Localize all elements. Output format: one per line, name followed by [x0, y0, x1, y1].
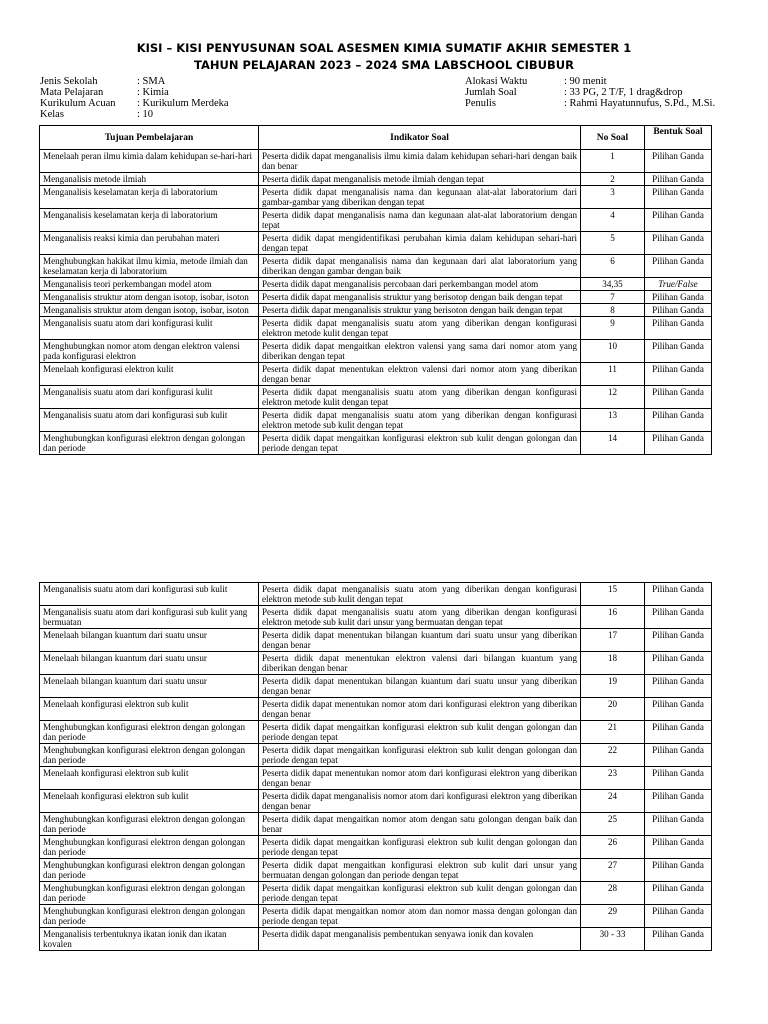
no-soal-cell: 7 — [581, 291, 645, 304]
meta-label: Alokasi Waktu — [465, 76, 528, 87]
table-row — [40, 882, 712, 905]
tujuan-cell: Menganalisis reaksi kimia dan perubahan materi — [40, 232, 259, 255]
table-row — [40, 606, 712, 629]
tujuan-cell: Menghubungkan konfigurasi elektron dengan golongan dan periode — [40, 432, 259, 455]
no-soal-cell: 24 — [581, 790, 645, 813]
table-row — [40, 721, 712, 744]
bentuk-soal-cell: Pilihan Ganda — [645, 583, 712, 606]
no-soal-cell: 4 — [581, 209, 645, 232]
no-soal-cell: 3 — [581, 186, 645, 209]
tujuan-cell: Menelaah konfigurasi elektron sub kulit — [40, 767, 259, 790]
meta-row — [465, 98, 715, 109]
indikator-cell: Peserta didik dapat menentukan bilangan kuantum dari suatu unsur yang diberikan dengan benar — [259, 629, 581, 652]
bentuk-soal-cell: Pilihan Ganda — [645, 675, 712, 698]
meta-row — [40, 98, 229, 109]
tujuan-cell: Menganalisis suatu atom dari konfigurasi sub kulit — [40, 583, 259, 606]
bentuk-soal-cell: Pilihan Ganda — [645, 173, 712, 186]
no-soal-cell: 34,35 — [581, 278, 645, 291]
table-row — [40, 255, 712, 278]
table-row — [40, 304, 712, 317]
meta-value: : Kimia — [137, 87, 169, 98]
meta-label: Kelas — [40, 109, 64, 120]
no-soal-cell: 21 — [581, 721, 645, 744]
bentuk-soal-cell: Pilihan Ganda — [645, 698, 712, 721]
indikator-cell: Peserta didik dapat menganalisis nama dan kegunaan alat-alat laboratorium dari gambar-gambar yang diberikan dengan tepat — [259, 186, 581, 209]
table-row — [40, 698, 712, 721]
indikator-cell: Peserta didik dapat menganalisis metode ilmiah dengan tepat — [259, 173, 581, 186]
tujuan-cell: Menganalisis keselamatan kerja di laboratorium — [40, 186, 259, 209]
tujuan-cell: Menghubungkan hakikat ilmu kimia, metode ilmiah dan keselamatan kerja di laboratorium — [40, 255, 259, 278]
meta-label: Mata Pelajaran — [40, 87, 104, 98]
kisi-table-page2 — [39, 582, 712, 951]
meta-row — [465, 87, 715, 98]
bentuk-soal-cell: Pilihan Ganda — [645, 813, 712, 836]
table-row — [40, 386, 712, 409]
meta-value: : Kurikulum Merdeka — [137, 98, 229, 109]
tujuan-cell: Menelaah konfigurasi elektron sub kulit — [40, 698, 259, 721]
no-soal-cell: 8 — [581, 304, 645, 317]
table-row — [40, 340, 712, 363]
no-soal-cell: 27 — [581, 859, 645, 882]
meta-info-left — [40, 76, 229, 120]
no-soal-cell: 16 — [581, 606, 645, 629]
no-soal-cell: 13 — [581, 409, 645, 432]
table-row — [40, 209, 712, 232]
table-row — [40, 291, 712, 304]
table-row — [40, 905, 712, 928]
bentuk-soal-cell: Pilihan Ganda — [645, 291, 712, 304]
meta-value: : 10 — [137, 109, 154, 120]
indikator-cell: Peserta didik dapat mengidentifikasi perubahan kimia dalam kehidupan sehari-hari dengan tepat — [259, 232, 581, 255]
tujuan-cell: Menelaah bilangan kuantum dari suatu unsur — [40, 629, 259, 652]
table-row — [40, 767, 712, 790]
meta-label: Jenis Sekolah — [40, 76, 98, 87]
indikator-cell: Peserta didik dapat mengaitkan konfigurasi elektron sub kulit dengan golongan dan periode dengan tepat — [259, 432, 581, 455]
table-row — [40, 150, 712, 173]
meta-row — [40, 76, 229, 87]
tujuan-cell: Menghubungkan konfigurasi elektron dengan golongan dan periode — [40, 721, 259, 744]
bentuk-soal-cell: Pilihan Ganda — [645, 790, 712, 813]
table-row — [40, 836, 712, 859]
bentuk-soal-cell: Pilihan Ganda — [645, 882, 712, 905]
tujuan-cell: Menganalisis metode ilmiah — [40, 173, 259, 186]
col-header-bentuk-soal: Bentuk Soal — [645, 126, 712, 150]
indikator-cell: Peserta didik dapat menganalisis nama dan kegunaan dari alat laboratorium yang diberikan dengan gambar dengan baik — [259, 255, 581, 278]
indikator-cell: Peserta didik dapat menganalisis nama dan kegunaan alat-alat laboratorium dengan tepat — [259, 209, 581, 232]
indikator-cell: Peserta didik dapat menganalisis suatu atom yang diberikan dengan konfigurasi elektron metode sub kulit dengan tepat — [259, 409, 581, 432]
no-soal-cell: 20 — [581, 698, 645, 721]
indikator-cell: Peserta didik dapat mengaitkan konfigurasi elektron sub kulit dengan golongan dan periode dengan tepat — [259, 744, 581, 767]
tujuan-cell: Menganalisis suatu atom dari konfigurasi kulit — [40, 386, 259, 409]
no-soal-cell: 2 — [581, 173, 645, 186]
document-title-line1: KISI – KISI PENYUSUNAN SOAL ASESMEN KIMIA SUMATIF AKHIR SEMESTER 1 — [136, 41, 632, 55]
bentuk-soal-cell: Pilihan Ganda — [645, 859, 712, 882]
tujuan-cell: Menghubungkan konfigurasi elektron dengan golongan dan periode — [40, 836, 259, 859]
table-row — [40, 583, 712, 606]
tujuan-cell: Menganalisis suatu atom dari konfigurasi kulit — [40, 317, 259, 340]
bentuk-soal-cell: Pilihan Ganda — [645, 928, 712, 951]
tujuan-cell: Menelaah konfigurasi elektron sub kulit — [40, 790, 259, 813]
table-row — [40, 744, 712, 767]
no-soal-cell: 30 - 33 — [581, 928, 645, 951]
no-soal-cell: 23 — [581, 767, 645, 790]
indikator-cell: Peserta didik dapat menganalisis suatu atom yang diberikan dengan konfigurasi elektron metode kulit dengan tepat — [259, 386, 581, 409]
tujuan-cell: Menganalisis suatu atom dari konfigurasi sub kulit — [40, 409, 259, 432]
meta-row — [465, 76, 715, 87]
tujuan-cell: Menelaah peran ilmu kimia dalam kehidupan se-hari-hari — [40, 150, 259, 173]
tujuan-cell: Menganalisis suatu atom dari konfigurasi sub kulit yang bermuatan — [40, 606, 259, 629]
no-soal-cell: 15 — [581, 583, 645, 606]
table-row — [40, 232, 712, 255]
tujuan-cell: Menganalisis struktur atom dengan isotop, isobar, isoton — [40, 291, 259, 304]
tujuan-cell: Menghubungkan konfigurasi elektron dengan golongan dan periode — [40, 859, 259, 882]
table-row — [40, 278, 712, 291]
tujuan-cell: Menghubungkan konfigurasi elektron dengan golongan dan periode — [40, 905, 259, 928]
tujuan-cell: Menghubungkan nomor atom dengan elektron valensi pada konfigurasi elektron — [40, 340, 259, 363]
indikator-cell: Peserta didik dapat mengaitkan elektron valensi yang sama dari nomor atom yang diberikan dengan tepat — [259, 340, 581, 363]
bentuk-soal-cell: Pilihan Ganda — [645, 255, 712, 278]
bentuk-soal-cell: Pilihan Ganda — [645, 767, 712, 790]
bentuk-soal-cell: Pilihan Ganda — [645, 721, 712, 744]
table-row — [40, 409, 712, 432]
bentuk-soal-cell: Pilihan Ganda — [645, 209, 712, 232]
tujuan-cell: Menganalisis keselamatan kerja di laboratorium — [40, 209, 259, 232]
bentuk-soal-cell: Pilihan Ganda — [645, 836, 712, 859]
meta-value: : 33 PG, 2 T/F, 1 drag&drop — [564, 87, 683, 98]
meta-value: : Rahmi Hayatunnufus, S.Pd., M.Si. — [564, 98, 716, 109]
indikator-cell: Peserta didik dapat menentukan elektron valensi dari nomor atom yang diberikan dengan benar — [259, 363, 581, 386]
indikator-cell: Peserta didik dapat menganalisis struktur yang berisoton dengan baik dengan tepat — [259, 304, 581, 317]
table-row — [40, 790, 712, 813]
table-row — [40, 186, 712, 209]
no-soal-cell: 11 — [581, 363, 645, 386]
no-soal-cell: 12 — [581, 386, 645, 409]
col-header-tujuan: Tujuan Pembelajaran — [40, 126, 259, 150]
indikator-cell: Peserta didik dapat menganalisis nomor atom dari konfigurasi elektron yang diberikan dengan benar — [259, 790, 581, 813]
meta-info-right — [465, 76, 715, 109]
bentuk-soal-cell: Pilihan Ganda — [645, 304, 712, 317]
table-row — [40, 652, 712, 675]
tujuan-cell: Menelaah bilangan kuantum dari suatu unsur — [40, 652, 259, 675]
no-soal-cell: 10 — [581, 340, 645, 363]
indikator-cell: Peserta didik dapat mengaitkan konfigurasi elektron sub kulit dengan golongan dan periode dengan tepat — [259, 721, 581, 744]
tujuan-cell: Menghubungkan konfigurasi elektron dengan golongan dan periode — [40, 813, 259, 836]
no-soal-cell: 22 — [581, 744, 645, 767]
table-row — [40, 317, 712, 340]
bentuk-soal-cell: Pilihan Ganda — [645, 432, 712, 455]
bentuk-soal-cell: Pilihan Ganda — [645, 186, 712, 209]
tujuan-cell: Menganalisis teori perkembangan model atom — [40, 278, 259, 291]
indikator-cell: Peserta didik dapat menganalisis pembentukan senyawa ionik dan kovalen — [259, 928, 581, 951]
table-row — [40, 675, 712, 698]
no-soal-cell: 6 — [581, 255, 645, 278]
indikator-cell: Peserta didik dapat mengaitkan konfigurasi elektron sub kulit dengan golongan dan periode dengan tepat — [259, 836, 581, 859]
indikator-cell: Peserta didik dapat menganalisis struktur yang berisotop dengan baik dengan tepat — [259, 291, 581, 304]
tujuan-cell: Menganalisis terbentuknya ikatan ionik dan ikatan kovalen — [40, 928, 259, 951]
meta-row — [40, 87, 229, 98]
bentuk-soal-cell: Pilihan Ganda — [645, 150, 712, 173]
bentuk-soal-cell: Pilihan Ganda — [645, 340, 712, 363]
no-soal-cell: 5 — [581, 232, 645, 255]
table-row — [40, 813, 712, 836]
table-row — [40, 629, 712, 652]
no-soal-cell: 14 — [581, 432, 645, 455]
indikator-cell: Peserta didik dapat menentukan elektron valensi dari bilangan kuantum yang diberikan dengan benar — [259, 652, 581, 675]
tujuan-cell: Menelaah konfigurasi elektron kulit — [40, 363, 259, 386]
indikator-cell: Peserta didik dapat menganalisis suatu atom yang diberikan dengan konfigurasi elektron metode kulit dengan tepat — [259, 317, 581, 340]
meta-value: : 90 menit — [564, 76, 607, 87]
no-soal-cell: 28 — [581, 882, 645, 905]
bentuk-soal-cell: Pilihan Ganda — [645, 232, 712, 255]
meta-row — [40, 109, 229, 120]
no-soal-cell: 17 — [581, 629, 645, 652]
meta-label: Kurikulum Acuan — [40, 98, 116, 109]
indikator-cell: Peserta didik dapat menentukan nomor atom dari konfigurasi elektron yang diberikan dengan benar — [259, 698, 581, 721]
tujuan-cell: Menganalisis struktur atom dengan isotop, isobar, isoton — [40, 304, 259, 317]
indikator-cell: Peserta didik dapat menentukan bilangan kuantum dari suatu unsur yang diberikan dengan benar — [259, 675, 581, 698]
tujuan-cell: Menghubungkan konfigurasi elektron dengan golongan dan periode — [40, 744, 259, 767]
meta-value: : SMA — [137, 76, 166, 87]
indikator-cell: Peserta didik dapat menentukan nomor atom dari konfigurasi elektron yang diberikan dengan benar — [259, 767, 581, 790]
no-soal-cell: 26 — [581, 836, 645, 859]
bentuk-soal-cell: Pilihan Ganda — [645, 905, 712, 928]
indikator-cell: Peserta didik dapat menganalisis suatu atom yang diberikan dengan konfigurasi elektron metode sub kulit dari unsur yang bermuatan dengan tepat — [259, 606, 581, 629]
bentuk-soal-cell: Pilihan Ganda — [645, 363, 712, 386]
no-soal-cell: 25 — [581, 813, 645, 836]
col-header-no-soal: No Soal — [581, 126, 645, 150]
no-soal-cell: 1 — [581, 150, 645, 173]
col-header-indikator: Indikator Soal — [259, 126, 581, 150]
no-soal-cell: 19 — [581, 675, 645, 698]
indikator-cell: Peserta didik dapat mengaitkan nomor atom dengan satu golongan dengan baik dan benar — [259, 813, 581, 836]
no-soal-cell: 18 — [581, 652, 645, 675]
meta-label: Penulis — [465, 98, 496, 109]
table-row — [40, 928, 712, 951]
meta-label: Jumlah Soal — [465, 87, 517, 98]
bentuk-soal-cell: Pilihan Ganda — [645, 386, 712, 409]
tujuan-cell: Menelaah bilangan kuantum dari suatu unsur — [40, 675, 259, 698]
no-soal-cell: 9 — [581, 317, 645, 340]
table-row — [40, 859, 712, 882]
document-title-line2: TAHUN PELAJARAN 2023 – 2024 SMA LABSCHOOL CIBUBUR — [194, 58, 574, 72]
indikator-cell: Peserta didik dapat menganalisis percobaan dari perkembangan model atom — [259, 278, 581, 291]
tujuan-cell: Menghubungkan konfigurasi elektron dengan golongan dan periode — [40, 882, 259, 905]
bentuk-soal-cell: True/False — [645, 278, 712, 291]
bentuk-soal-cell: Pilihan Ganda — [645, 606, 712, 629]
bentuk-soal-cell: Pilihan Ganda — [645, 629, 712, 652]
bentuk-soal-cell: Pilihan Ganda — [645, 744, 712, 767]
kisi-table-page1 — [39, 125, 712, 455]
table-row — [40, 363, 712, 386]
bentuk-soal-cell: Pilihan Ganda — [645, 317, 712, 340]
table-row — [40, 432, 712, 455]
indikator-cell: Peserta didik dapat menganalisis suatu atom yang diberikan dengan konfigurasi elektron metode sub kulit dengan tepat — [259, 583, 581, 606]
indikator-cell: Peserta didik dapat mengaitkan konfigurasi elektron sub kulit dengan golongan dan periode dengan tepat — [259, 882, 581, 905]
bentuk-soal-cell: Pilihan Ganda — [645, 409, 712, 432]
indikator-cell: Peserta didik dapat mengaitkan nomor atom dan nomor massa dengan golongan dan periode dengan tepat — [259, 905, 581, 928]
no-soal-cell: 29 — [581, 905, 645, 928]
indikator-cell: Peserta didik dapat menganalisis ilmu kimia dalam kehidupan sehari-hari dengan baik dan benar — [259, 150, 581, 173]
bentuk-soal-cell: Pilihan Ganda — [645, 652, 712, 675]
table-row — [40, 173, 712, 186]
indikator-cell: Peserta didik dapat mengaitkan konfigurasi elektron sub kulit dari unsur yang bermuatan dengan golongan dan periode dengan tepat — [259, 859, 581, 882]
